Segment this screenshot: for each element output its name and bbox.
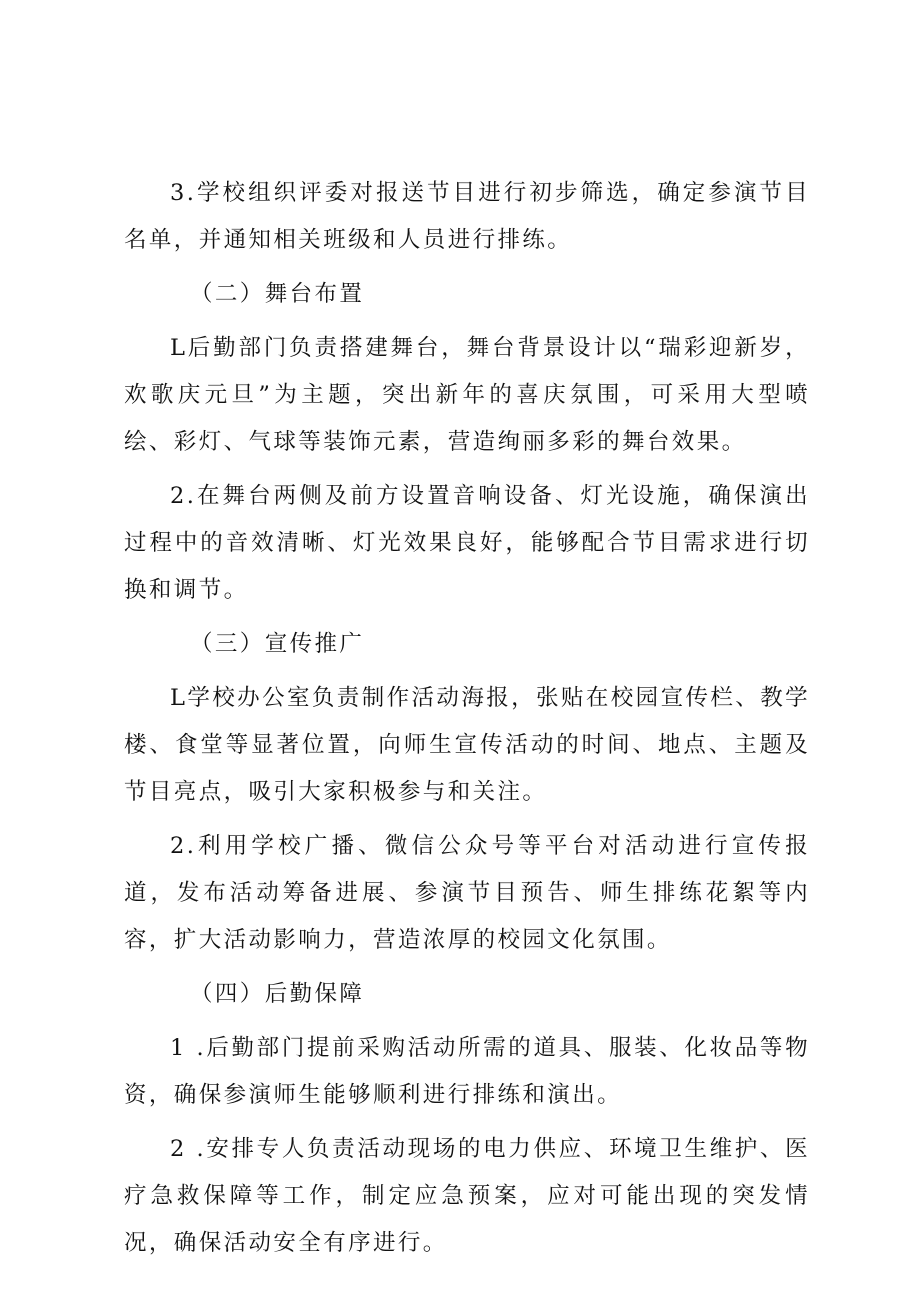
section-heading-stage-setup: （二）舞台布置 bbox=[190, 281, 365, 307]
paragraph-posters: L学校办公室负责制作活动海报，张贴在校园宣传栏、教学楼、食堂等显著位置，向师生宣传活动的时间、地点、主题及节目亮点，吸引大家积极参与和关注。 bbox=[124, 685, 810, 805]
paragraph-stage-building: L后勤部门负责搭建舞台，舞台背景设计以“瑞彩迎新岁，欢歌庆元旦”为主题，突出新年的喜庆氛围，可采用大型喷绘、彩灯、气球等装饰元素，营造绚丽多彩的舞台效果。 bbox=[124, 335, 810, 455]
paragraph-sound-lighting: 2.在舞台两侧及前方设置音响设备、灯光设施，确保演出过程中的音效清晰、灯光效果良好，能够配合节目需求进行切换和调节。 bbox=[124, 483, 810, 603]
paragraph-program-screening: 3.学校组织评委对报送节目进行初步筛选，确定参演节目名单，并通知相关班级和人员进行排练。 bbox=[124, 180, 810, 253]
section-heading-promotion: （三）宣传推广 bbox=[190, 631, 365, 657]
document-body bbox=[124, 170, 810, 1274]
paragraph-procurement: 1 .后勤部门提前采购活动所需的道具、服装、化妆品等物资，确保参演师生能够顺利进行排练和演出。 bbox=[124, 1035, 810, 1108]
paragraph-onsite-support: 2 .安排专人负责活动现场的电力供应、环境卫生维护、医疗急救保障等工作，制定应急预案，应对可能出现的突发情况，确保活动安全有序进行。 bbox=[124, 1136, 810, 1256]
section-heading-logistics: （四）后勤保障 bbox=[190, 981, 365, 1007]
paragraph-broadcast-wechat: 2.利用学校广播、微信公众号等平台对活动进行宣传报道，发布活动筹备进展、参演节目预告、师生排练花絮等内容，扩大活动影响力，营造浓厚的校园文化氛围。 bbox=[124, 833, 810, 953]
